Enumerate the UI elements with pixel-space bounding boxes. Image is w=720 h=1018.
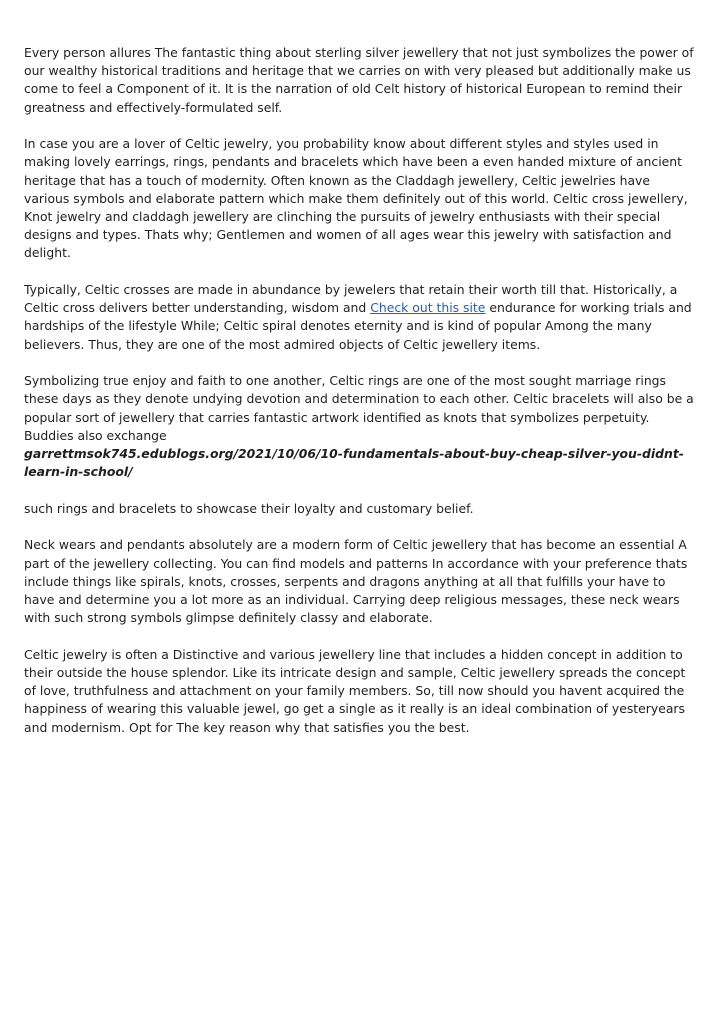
paragraph-intro: Every person allures The fantastic thing about sterling silver jewellery that not just symbolizes the power of our wealthy historical traditions and heritage that we carries on with very pleased but additionally make us come to feel a Component of it. It is the narration of old Celt history of historical European to remind their greatness and effectively-formulated self.	[24, 45, 694, 115]
paragraph-celtic-crosses-text-before: Typically, Celtic crosses are made in abundance by jewelers that retain their worth till that. Historically, a Celtic cross delivers better understanding, wisdom and	[24, 282, 678, 316]
check-out-this-site-link[interactable]: Check out this site	[370, 300, 486, 316]
paragraph-celtic-styles: In case you are a lover of Celtic jewelry, you probability know about different styles and styles used in making lovely earrings, rings, pendants and bracelets which have been a even handed mixture of ancient heritage that has a touch of modernity. Often known as the Claddagh jewellery, Celtic jewelries have various symbols and elaborate pattern which make them definitely out of this world. Celtic cross jewellery, Knot jewelry and claddagh jewellery are clinching the pursuits of jewelry enthusiasts with their special designs and types. Thats why; Gentlemen and women of all ages wear this jewelry with satisfaction and delight.	[24, 136, 688, 261]
paragraph-celtic-rings-text: Symbolizing true enjoy and faith to one another, Celtic rings are one of the most sought marriage rings these days as they denote undying devotion and determination to each other. Celtic bracelets will also be a popular sort of jewellery that carries fantastic artwork identified as knots that symbolizes perpetuity. Buddies also exchange	[24, 373, 694, 443]
paragraph-celtic-rings	[24, 372, 698, 481]
document-body	[24, 44, 698, 755]
paragraph-loyalty: such rings and bracelets to showcase their loyalty and customary belief.	[24, 500, 474, 516]
paragraph-conclusion: Celtic jewelry is often a Distinctive and various jewellery line that includes a hidden concept in addition to their outside the house splendor. Like its intricate design and sample, Celtic jewellery spreads the concept of love, truthfulness and attachment on your family members. So, till now should you havent acquired the happiness of wearing this valuable jewel, go get a single as it really is an ideal combination of yesteryears and modernism. Opt for The key reason why that satisfies you the best.	[24, 646, 686, 735]
paragraph-celtic-crosses-text-after: endurance for working trials and hardships of the lifestyle While; Celtic spiral denotes eternity and is kind of popular Among the many believers. Thus, they are one of the most admired objects of Celtic jewellery items.	[24, 300, 692, 352]
paragraph-neck-wears: Neck wears and pendants absolutely are a modern form of Celtic jewellery that has become an essential A part of the jewellery collecting. You can find models and patterns In accordance with your preference thats include things like spirals, knots, crosses, serpents and dragons anything at all that fulfills your have to have and determine you a lot more as an individual. Carrying deep religious messages, these neck wears with such strong symbols glimpse definitely classy and elaborate.	[24, 537, 688, 626]
paragraph-celtic-crosses	[24, 281, 698, 354]
blog-url-text: garrettmsok745.edublogs.org/2021/10/06/10-fundamentals-about-buy-cheap-silver-you-didnt-learn-in-school/	[24, 446, 684, 480]
